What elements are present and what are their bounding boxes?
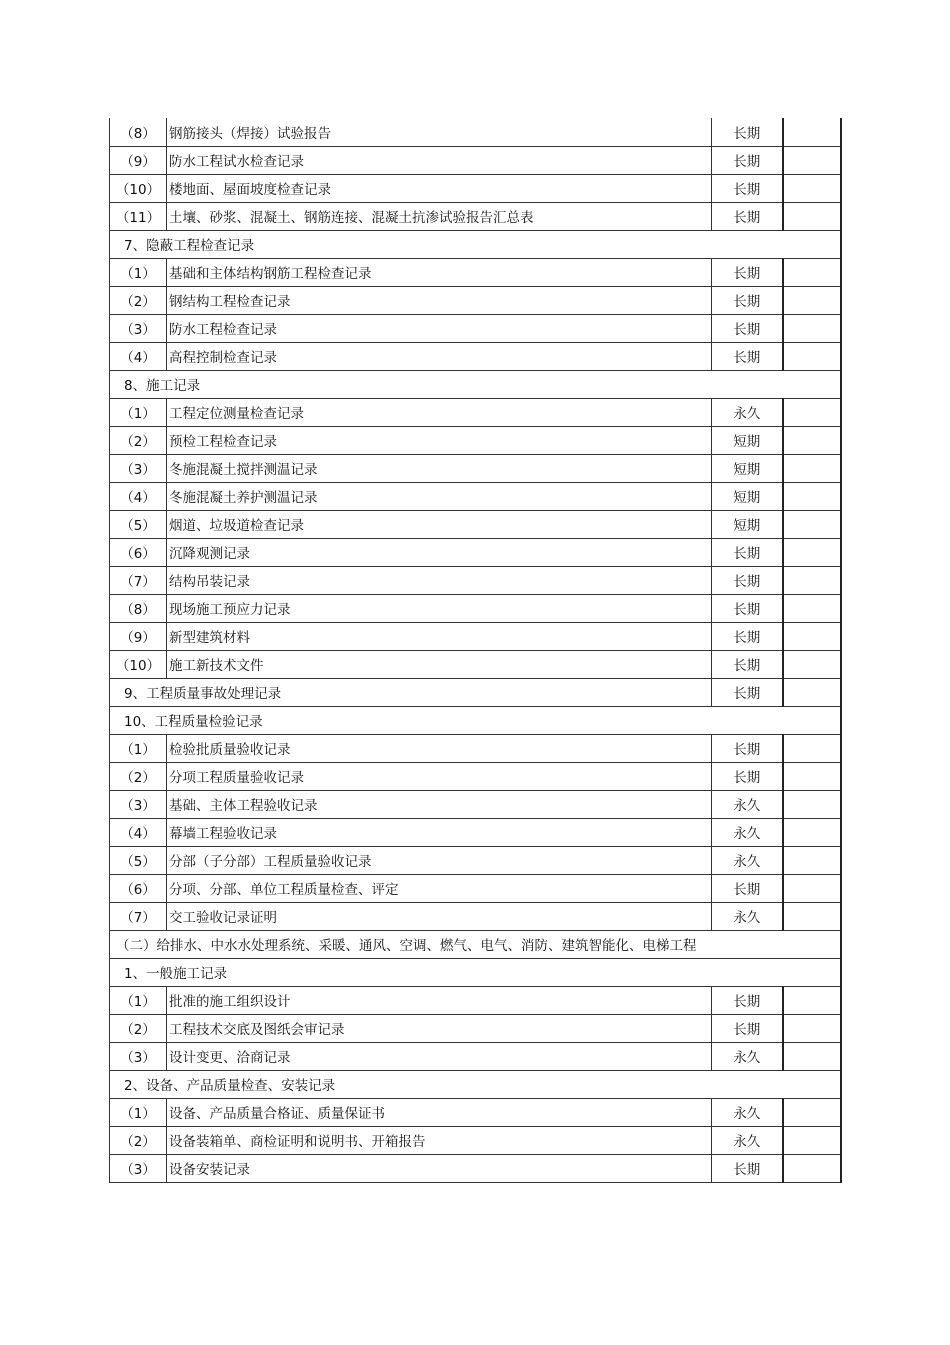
- item-name: 设备安装记录: [167, 1154, 712, 1182]
- table-row: [110, 622, 841, 650]
- remark-cell: [783, 398, 841, 426]
- remark-cell: [783, 846, 841, 874]
- item-name: 钢结构工程检查记录: [167, 286, 712, 314]
- retention-period: 长期: [712, 258, 783, 286]
- table-row: [110, 902, 841, 930]
- table-row: [110, 202, 841, 230]
- item-name: 幕墙工程验收记录: [167, 818, 712, 846]
- remark-cell: [783, 146, 841, 174]
- item-number: （10）: [110, 650, 167, 678]
- retention-period: 长期: [712, 762, 783, 790]
- item-name: 冬施混凝土养护测温记录: [167, 482, 712, 510]
- archive-retention-table: [109, 118, 842, 1183]
- section-title: 8、施工记录: [110, 370, 841, 398]
- item-name: 基础和主体结构钢筋工程检查记录: [167, 258, 712, 286]
- remark-cell: [783, 454, 841, 482]
- item-number: （3）: [110, 454, 167, 482]
- table-row: [110, 426, 841, 454]
- remark-cell: [783, 902, 841, 930]
- remark-cell: [783, 1126, 841, 1154]
- retention-period: 永久: [712, 902, 783, 930]
- remark-cell: [783, 622, 841, 650]
- item-name: 工程定位测量检查记录: [167, 398, 712, 426]
- section-row: [110, 370, 841, 398]
- item-name: 防水工程试水检查记录: [167, 146, 712, 174]
- item-name: 防水工程检查记录: [167, 314, 712, 342]
- item-name: 施工新技术文件: [167, 650, 712, 678]
- item-name: 分项、分部、单位工程质量检查、评定: [167, 874, 712, 902]
- retention-period: 长期: [712, 538, 783, 566]
- section-title: 10、工程质量检验记录: [110, 706, 841, 734]
- remark-cell: [783, 538, 841, 566]
- table-row: [110, 482, 841, 510]
- item-name: 土壤、砂浆、混凝土、钢筋连接、混凝土抗渗试验报告汇总表: [167, 202, 712, 230]
- table-row: [110, 1042, 841, 1070]
- item-number: （2）: [110, 1014, 167, 1042]
- table-row: [110, 118, 841, 146]
- retention-period: 长期: [712, 174, 783, 202]
- item-number: （5）: [110, 846, 167, 874]
- table-row: [110, 398, 841, 426]
- table-row: [110, 734, 841, 762]
- item-number: （7）: [110, 566, 167, 594]
- retention-period: 长期: [712, 118, 783, 146]
- item-number: （4）: [110, 818, 167, 846]
- item-number: （3）: [110, 1042, 167, 1070]
- section-row: [110, 958, 841, 986]
- retention-period: 永久: [712, 790, 783, 818]
- item-number: （5）: [110, 510, 167, 538]
- item-name: 楼地面、屋面坡度检查记录: [167, 174, 712, 202]
- retention-period: 长期: [712, 594, 783, 622]
- remark-cell: [783, 174, 841, 202]
- item-name: 现场施工预应力记录: [167, 594, 712, 622]
- item-number: （8）: [110, 594, 167, 622]
- retention-period: 永久: [712, 1098, 783, 1126]
- remark-cell: [783, 650, 841, 678]
- section-row: [110, 1070, 841, 1098]
- remark-cell: [783, 482, 841, 510]
- table-row: [110, 1126, 841, 1154]
- item-number: （1）: [110, 734, 167, 762]
- item-name: 结构吊装记录: [167, 566, 712, 594]
- retention-period: 永久: [712, 1126, 783, 1154]
- table-row: [110, 566, 841, 594]
- section-row: [110, 230, 841, 258]
- remark-cell: [783, 314, 841, 342]
- item-number: （3）: [110, 1154, 167, 1182]
- table-row: [110, 790, 841, 818]
- item-number: （7）: [110, 902, 167, 930]
- item-number: （3）: [110, 790, 167, 818]
- table-row: [110, 818, 841, 846]
- item-name: 基础、主体工程验收记录: [167, 790, 712, 818]
- retention-period: 长期: [712, 1014, 783, 1042]
- item-name: 钢筋接头（焊接）试验报告: [167, 118, 712, 146]
- table-row: [110, 314, 841, 342]
- item-name: 沉降观测记录: [167, 538, 712, 566]
- retention-period: 长期: [712, 146, 783, 174]
- retention-period: 长期: [712, 1154, 783, 1182]
- item-number: （8）: [110, 118, 167, 146]
- item-number: （9）: [110, 622, 167, 650]
- table-row: [110, 258, 841, 286]
- remark-cell: [783, 258, 841, 286]
- retention-period: 长期: [712, 342, 783, 370]
- section-row: [110, 706, 841, 734]
- retention-period: 长期: [712, 622, 783, 650]
- retention-period: 永久: [712, 1042, 783, 1070]
- item-number: （2）: [110, 286, 167, 314]
- remark-cell: [783, 202, 841, 230]
- retention-period: 长期: [712, 874, 783, 902]
- item-number: （4）: [110, 482, 167, 510]
- remark-cell: [783, 818, 841, 846]
- remark-cell: [783, 342, 841, 370]
- item-number: （2）: [110, 762, 167, 790]
- item-name: 设备、产品质量合格证、质量保证书: [167, 1098, 712, 1126]
- item-name: 新型建筑材料: [167, 622, 712, 650]
- remark-cell: [783, 426, 841, 454]
- item-name: 分部（子分部）工程质量验收记录: [167, 846, 712, 874]
- item-name: 检验批质量验收记录: [167, 734, 712, 762]
- item-number: （2）: [110, 1126, 167, 1154]
- item-number: （11）: [110, 202, 167, 230]
- table-row: [110, 762, 841, 790]
- remark-cell: [783, 1154, 841, 1182]
- item-number: （10）: [110, 174, 167, 202]
- table-row: [110, 874, 841, 902]
- item-name: 预检工程检查记录: [167, 426, 712, 454]
- retention-period: 短期: [712, 482, 783, 510]
- remark-cell: [783, 986, 841, 1014]
- item-number: （3）: [110, 314, 167, 342]
- remark-cell: [783, 762, 841, 790]
- section-row: [110, 678, 841, 706]
- table-row: [110, 1098, 841, 1126]
- remark-cell: [783, 1098, 841, 1126]
- remark-cell: [783, 510, 841, 538]
- item-name: 交工验收记录证明: [167, 902, 712, 930]
- retention-period: 长期: [712, 986, 783, 1014]
- retention-period: 长期: [712, 678, 783, 706]
- item-name: 分项工程质量验收记录: [167, 762, 712, 790]
- section-title: 9、工程质量事故处理记录: [110, 678, 712, 706]
- item-number: （6）: [110, 874, 167, 902]
- item-number: （1）: [110, 258, 167, 286]
- table-row: [110, 510, 841, 538]
- retention-period: 长期: [712, 202, 783, 230]
- item-number: （1）: [110, 1098, 167, 1126]
- retention-period: 长期: [712, 566, 783, 594]
- retention-period: 短期: [712, 510, 783, 538]
- item-number: （1）: [110, 398, 167, 426]
- table-row: [110, 846, 841, 874]
- retention-period: 长期: [712, 734, 783, 762]
- table-row: [110, 286, 841, 314]
- table-row: [110, 174, 841, 202]
- remark-cell: [783, 566, 841, 594]
- item-number: （2）: [110, 426, 167, 454]
- retention-period: 长期: [712, 650, 783, 678]
- table-row: [110, 538, 841, 566]
- table-row: [110, 986, 841, 1014]
- table-row: [110, 1154, 841, 1182]
- section-title: 7、隐蔽工程检查记录: [110, 230, 841, 258]
- retention-period: 短期: [712, 454, 783, 482]
- section-title: 2、设备、产品质量检查、安装记录: [110, 1070, 841, 1098]
- item-name: 烟道、垃圾道检查记录: [167, 510, 712, 538]
- item-name: 设计变更、洽商记录: [167, 1042, 712, 1070]
- category-row: [110, 930, 841, 958]
- remark-cell: [783, 678, 841, 706]
- remark-cell: [783, 118, 841, 146]
- retention-period: 短期: [712, 426, 783, 454]
- item-name: 批准的施工组织设计: [167, 986, 712, 1014]
- item-number: （6）: [110, 538, 167, 566]
- item-number: （9）: [110, 146, 167, 174]
- retention-period: 永久: [712, 846, 783, 874]
- item-number: （4）: [110, 342, 167, 370]
- item-number: （1）: [110, 986, 167, 1014]
- remark-cell: [783, 1014, 841, 1042]
- table-row: [110, 454, 841, 482]
- remark-cell: [783, 286, 841, 314]
- table-row: [110, 342, 841, 370]
- retention-period: 永久: [712, 398, 783, 426]
- remark-cell: [783, 1042, 841, 1070]
- item-name: 设备装箱单、商检证明和说明书、开箱报告: [167, 1126, 712, 1154]
- table-row: [110, 1014, 841, 1042]
- item-name: 冬施混凝土搅拌测温记录: [167, 454, 712, 482]
- table-row: [110, 594, 841, 622]
- table-row: [110, 146, 841, 174]
- retention-period: 长期: [712, 314, 783, 342]
- remark-cell: [783, 790, 841, 818]
- category-title: （二）给排水、中水水处理系统、采暖、通风、空调、燃气、电气、消防、建筑智能化、电梯工程: [110, 930, 841, 958]
- remark-cell: [783, 594, 841, 622]
- table-row: [110, 650, 841, 678]
- retention-period: 长期: [712, 286, 783, 314]
- remark-cell: [783, 874, 841, 902]
- section-title: 1、一般施工记录: [110, 958, 841, 986]
- item-name: 工程技术交底及图纸会审记录: [167, 1014, 712, 1042]
- item-name: 高程控制检查记录: [167, 342, 712, 370]
- remark-cell: [783, 734, 841, 762]
- retention-period: 永久: [712, 818, 783, 846]
